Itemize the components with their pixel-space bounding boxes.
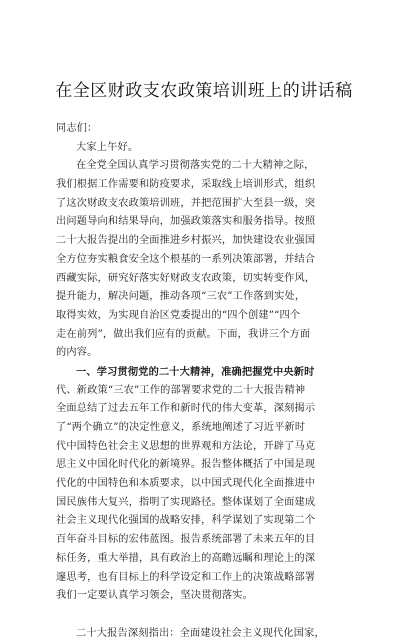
paragraph-line: 走在前列”，做出我们应有的贡献。下面，我讲三个方面 bbox=[56, 328, 311, 340]
paragraph-line: 全面总结了过去五年工作和新时代的伟大变革，深刻揭示 bbox=[56, 403, 316, 415]
paragraph-line: 的内容。 bbox=[56, 347, 98, 359]
paragraph-line: 出问题导向和结果导向，加强政策落实和服务指导。按照 bbox=[56, 216, 316, 228]
paragraph-line: 国民族伟大复兴，指明了实现路径。整体谋划了全面建成 bbox=[56, 496, 316, 508]
paragraph-line bbox=[56, 606, 356, 625]
paragraph-line: 取得实效，为实现自治区党委提出的“四个创建”“四个 bbox=[56, 309, 301, 321]
document-title: 在全区财政支农政策培训班上的讲话稿 bbox=[55, 81, 353, 101]
paragraph-line: 代中国特色社会主义思想的世界观和方法论，开辟了马克 bbox=[56, 440, 316, 452]
paragraph-line: 标任务，重大举措，具有政治上的高瞻远瞩和理论上的深 bbox=[56, 552, 316, 564]
paragraph-line: 西藏实际，研究好落实好财政支农政策，切实转变作风， bbox=[56, 272, 316, 284]
document-body bbox=[56, 120, 356, 643]
paragraph-line: 二十大报告提出的全面推进乡村振兴，加快建设农业强国 bbox=[56, 235, 316, 247]
paragraph-line: 我们根据工作需要和防疫要求，采取线上培训形式，组织 bbox=[56, 179, 316, 191]
paragraph-line: 二十大报告深刻指出：全面建设社会主义现代化国家， bbox=[76, 627, 325, 639]
paragraph-line: 百年奋斗目标的宏伟蓝图。报告系统部署了未来五年的目 bbox=[56, 534, 316, 546]
paragraph-line: 我们一定要认真学习领会，坚决贯彻落实。 bbox=[56, 590, 253, 602]
paragraph-line: 大家上午好。 bbox=[76, 141, 139, 153]
paragraph-line: 社会主义现代化强国的战略安排，科学谋划了实现第二个 bbox=[56, 515, 316, 527]
paragraph-line: 代、新政策“三农”工作的部署要求党的二十大报告精神 bbox=[56, 384, 306, 396]
paragraph-line: 同志们： bbox=[56, 123, 98, 134]
paragraph-line: 全方位夯实粮食安全这个根基的一系列决策部署，并结合 bbox=[56, 253, 316, 265]
section-heading-line: 一、学习贯彻党的二十大精神，准确把握党中央新时 bbox=[76, 365, 315, 378]
paragraph-line: 邃思考，也有目标上的科学设定和工作上的决策战略部署 bbox=[56, 571, 316, 583]
paragraph-line: 代化的中国特色和本质要求，以中国式现代化全面推进中 bbox=[56, 478, 316, 490]
paragraph-line: 了“两个确立”的决定性意义，系统地阐述了习近平新时 bbox=[56, 422, 306, 433]
paragraph-line: 了这次财政支农政策培训班，并把范围扩大至县一级，突 bbox=[56, 197, 316, 209]
paragraph-line: 在全党全国认真学习贯彻落实党的二十大精神之际， bbox=[76, 160, 315, 172]
paragraph-line: 提升能力，解决问题，推动各项“三农”工作落到实处， bbox=[56, 291, 306, 303]
paragraph-line: 思主义中国化时代化的新境界。报告整体概括了中国是现 bbox=[56, 459, 316, 471]
